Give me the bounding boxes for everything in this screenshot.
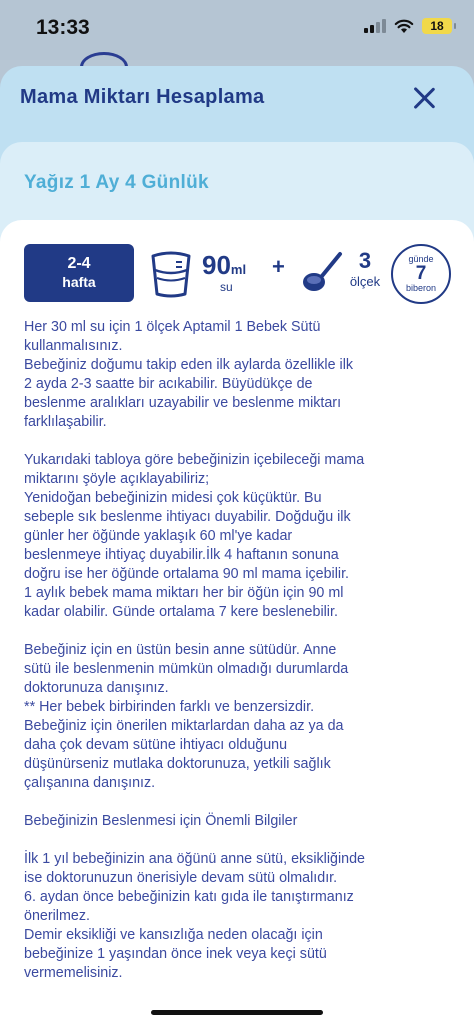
week-unit: hafta: [62, 274, 96, 291]
section-heading-important-info: Bebeğinizin Beslenmesi için Önemli Bilgiler: [24, 813, 298, 829]
paragraph-important-info: İlk 1 yıl bebeğinizin ana öğünü anne sütü, eksikliğinde ise doktorunuzun önerisiyle devam sütü olmalıdır. 6. aydan önce bebeğinizin katı gıda ile tanıştırmanız önerilmez. Demir eksikliği ve kansızlığa neden olacağı için bebeğinize 1 yaşından önce inek veya keçi sütü vermemelisiniz.: [24, 851, 365, 981]
status-icons: [364, 18, 452, 34]
daily-bottom-label: biberon: [405, 282, 437, 293]
water-amount-value: 90: [202, 250, 231, 280]
baby-age-label: Yağız 1 Ay 4 Günlük: [24, 172, 209, 193]
home-indicator[interactable]: [151, 1010, 323, 1015]
week-range-badge: [24, 244, 134, 302]
paragraph-feeding-amount: Yukarıdaki tabloya göre bebeğinizin içebileceği mama miktarını şöyle açıklayabiliriz; Yenidoğan bebeğinizin midesi çok küçüktür. Bu sebeple sık beslenme ihtiyacı duyabilir. Doğduğu ilk günler her öğünde yaklaşık 60 ml'ye kadar beslenmeye ihtiyaç duyabilir.İlk 4 haftanın sonuna doğru ise her öğünde ortalama 90 ml mama içebilir. 1 aylık bebek mama miktarı her bir öğün için 90 ml kadar olabilir. Günde ortalama 7 kere beslenebilir.: [24, 452, 365, 620]
plus-sign: +: [272, 254, 285, 279]
water-amount-unit: ml: [230, 262, 247, 277]
wifi-icon: [394, 19, 414, 34]
water-label: su: [220, 280, 233, 294]
daily-feedings-badge: [391, 244, 451, 304]
week-range: 2-4: [67, 255, 91, 273]
paragraph-breast-milk: Bebeğiniz için en üstün besin anne sütüdür. Anne sütü ile beslenmenin mümkün olmadığı durumlarda doktorunuza danışınız. ** Her bebek birbirinden farklı ve benzersizdir. Bebeğiniz için önerilen miktarlardan daha az ya da daha çok devam sütüne ihtiyacı olduğunu düşünürseniz mutlaka doktorunuza, yetkili sağlık çalışanına danışınız.: [24, 642, 349, 791]
cellular-signal-icon: [364, 19, 386, 33]
feeding-description: [24, 318, 454, 983]
status-time: 13:33: [36, 16, 90, 39]
close-icon[interactable]: [412, 86, 436, 110]
sheet-header: [0, 66, 474, 142]
scoop-icon: [300, 248, 346, 301]
scoop-amount-value: 3: [358, 248, 372, 273]
feeding-summary: [24, 244, 454, 308]
calculator-sheet: [0, 66, 474, 1024]
measuring-cup-icon: [148, 248, 194, 305]
feeding-info-panel: [0, 220, 474, 1024]
sheet-title: Mama Miktarı Hesaplama: [20, 86, 265, 108]
battery-icon: 18: [422, 18, 452, 34]
baby-panel: [0, 142, 474, 1024]
status-bar: [0, 0, 474, 60]
daily-count: 7: [415, 263, 427, 285]
scoop-label: ölçek: [349, 274, 381, 289]
water-amount: [202, 250, 247, 294]
scoop-amount: [348, 250, 382, 289]
daily-top-label: günde: [408, 253, 434, 264]
paragraph-aptamil-ratio: Her 30 ml su için 1 ölçek Aptamil 1 Bebek Sütü kullanmalısınız. Bebeğiniz doğumu takip eden ilk aylarda özellikle ilk 2 ayda 2-3 saatte bir acıkabilir. Büyüdükçe de beslenme aralıkları uzayabilir ve beslenme miktarı farklılaşabilir.: [24, 319, 354, 430]
